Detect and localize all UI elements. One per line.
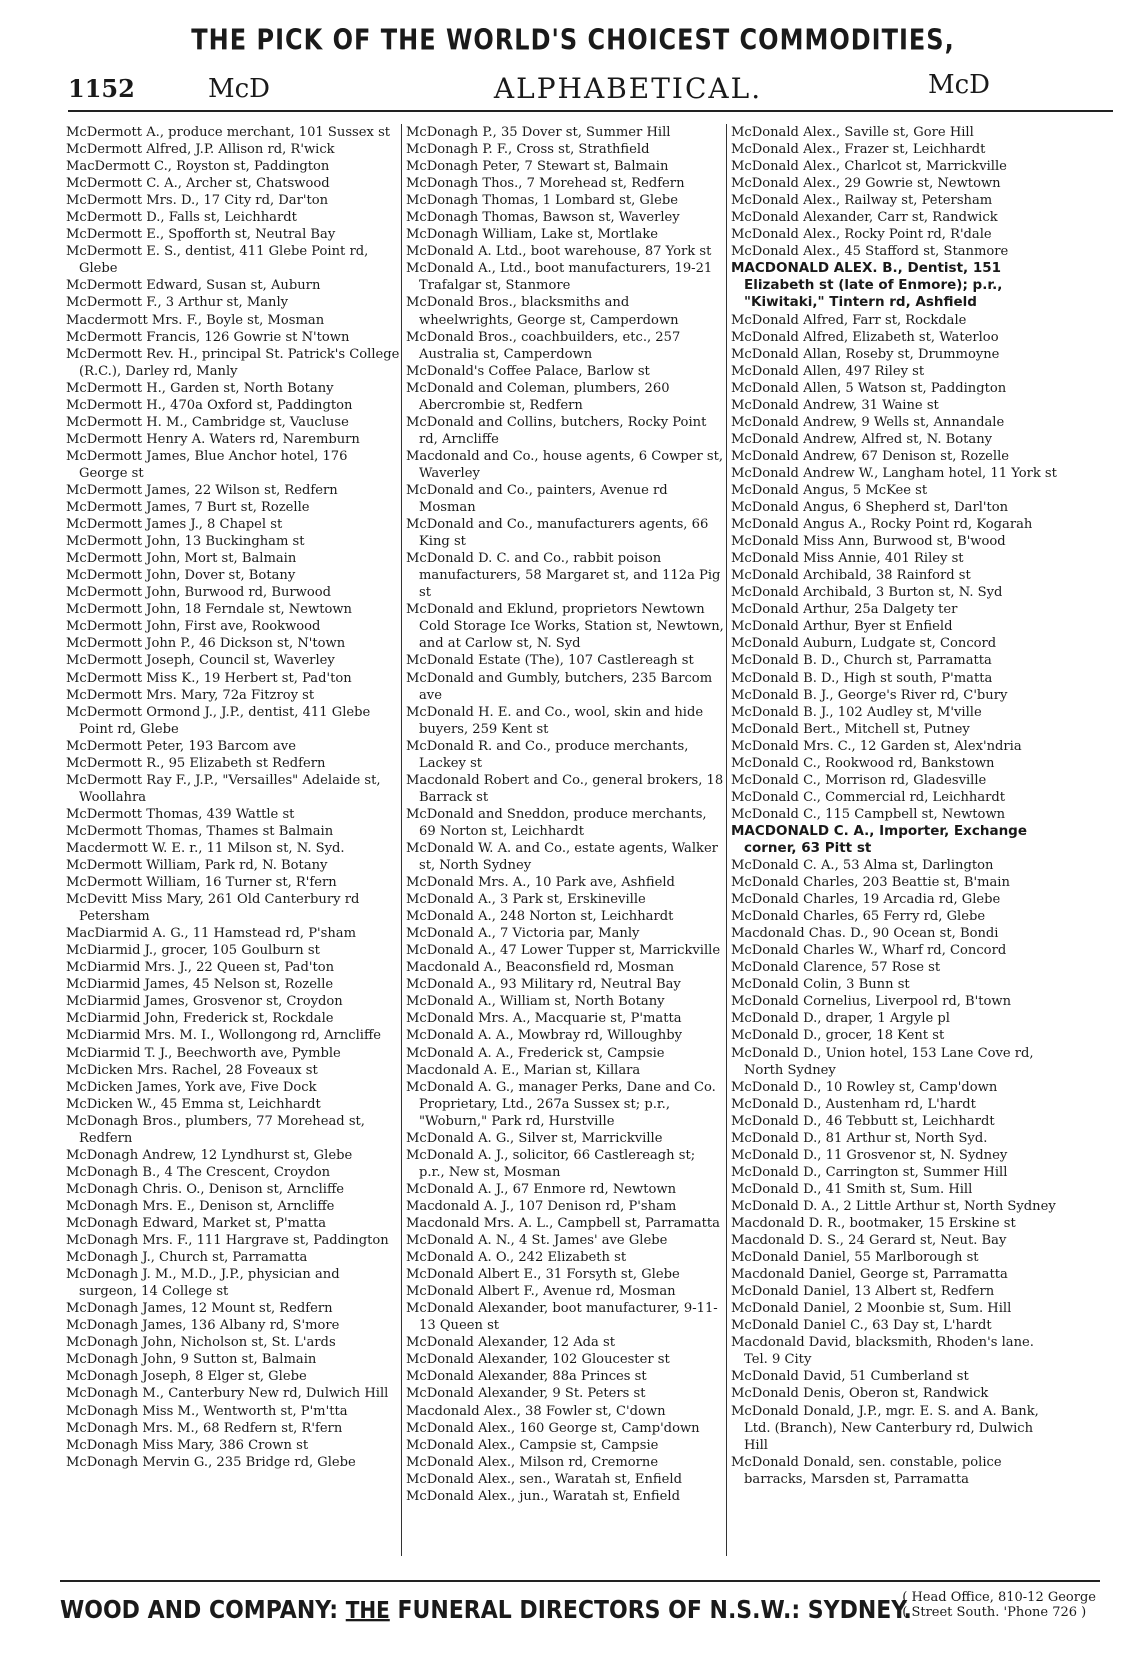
directory-entry: McDermott Rev. H., principal St. Patrick's College (R.C.), Darley rd, Manly: [66, 346, 400, 379]
directory-entry: MACDONALD C. A., Importer, Exchange corner, 63 Pitt st: [731, 822, 1027, 856]
directory-entry: McDermott John, 18 Ferndale st, Newtown: [66, 602, 352, 618]
directory-entry: McDermott John, Dover st, Botany: [66, 568, 296, 584]
directory-entry: McDonald D., Carrington st, Summer Hill: [731, 1164, 1008, 1180]
directory-entry: McDermott James, 7 Burt st, Rozelle: [66, 500, 310, 516]
directory-entry: McDiarmid James, 45 Nelson st, Rozelle: [66, 977, 334, 993]
directory-entry: McDonald Estate (The), 107 Castlereagh st: [406, 653, 694, 669]
directory-entry: McDonald Bros., blacksmiths and wheelwrights, George st, Camperdown: [406, 295, 679, 328]
directory-entry: McDonald Cornelius, Liverpool rd, B'town: [731, 994, 1012, 1010]
directory-entry: McDonald Donald, sen. constable, police barracks, Marsden st, Parramatta: [731, 1454, 1002, 1487]
directory-entry: McDonald and Coleman, plumbers, 260 Abercrombie st, Redfern: [406, 380, 670, 413]
directory-entry: McDonald Allan, Roseby st, Drummoyne: [731, 346, 1000, 362]
directory-entry: McDonald Albert E., 31 Forsyth st, Glebe: [406, 1267, 680, 1283]
directory-entry: McDonald Arthur, 25a Dalgety ter: [731, 602, 958, 618]
directory-entry: McDonald Alfred, Elizabeth st, Waterloo: [731, 329, 999, 345]
directory-entry: McDonald Alex., 45 Stafford st, Stanmore: [731, 244, 1009, 260]
directory-entry: Macdonald and Co., house agents, 6 Cowper st, Waverley: [406, 448, 724, 481]
header-title: ALPHABETICAL.: [493, 72, 763, 105]
footer-office-line-2: ( Street South. 'Phone 726 ): [902, 1605, 1087, 1620]
directory-entry: McDonald Alexander, 88a Princes st: [406, 1369, 647, 1385]
directory-entry: McDonald and Sneddon, produce merchants, 69 Norton st, Leichhardt: [406, 806, 707, 839]
directory-entry: McDonagh Thomas, 1 Lombard st, Glebe: [406, 193, 678, 209]
directory-entry: McDonald Alex., Rocky Point rd, R'dale: [731, 227, 992, 243]
directory-entry: McDonagh Thomas, Bawson st, Waverley: [406, 210, 680, 226]
directory-entry: McDonagh Andrew, 12 Lyndhurst st, Glebe: [66, 1147, 353, 1163]
directory-entry: McDonald Andrew, Alfred st, N. Botany: [731, 431, 993, 447]
directory-entry: McDonald Miss Ann, Burwood st, B'wood: [731, 534, 1006, 550]
directory-entry: McDonald B. D., Church st, Parramatta: [731, 653, 992, 669]
directory-entry: Macdonald A., Beaconsfield rd, Mosman: [406, 960, 675, 976]
directory-entry: McDermott Francis, 126 Gowrie st N'town: [66, 329, 350, 345]
directory-entry: McDermott Peter, 193 Barcom ave: [66, 738, 296, 754]
directory-entry: McDonald Andrew, 67 Denison st, Rozelle: [731, 448, 1010, 464]
directory-entry: McDonald A. O., 242 Elizabeth st: [406, 1250, 627, 1266]
directory-entry: MacDiarmid A. G., 11 Hamstead rd, P'sham: [66, 926, 356, 942]
directory-entry: McDonald D., 81 Arthur st, North Syd.: [731, 1130, 988, 1146]
directory-entry: McDonagh J. M., M.D., J.P., physician and surgeon, 14 College st: [66, 1267, 340, 1300]
directory-entry: McDonald A. J., 67 Enmore rd, Newtown: [406, 1181, 677, 1197]
directory-entry: McDicken Mrs. Rachel, 28 Foveaux st: [66, 1062, 318, 1078]
directory-entry: McDonagh William, Lake st, Mortlake: [406, 227, 659, 243]
directory-entry: Macdonald D. S., 24 Gerard st, Neut. Bay: [731, 1233, 1007, 1249]
directory-entry: McDonald D., 41 Smith st, Sum. Hill: [731, 1181, 973, 1197]
directory-entry: McDermott Joseph, Council st, Waverley: [66, 653, 335, 669]
directory-entry: McDonald Allen, 5 Watson st, Paddington: [731, 380, 1007, 396]
footer-advertisement: [60, 1580, 1100, 1630]
header-right-section: McD: [928, 70, 991, 100]
directory-entry: McDonagh Mrs. F., 111 Hargrave st, Paddington: [66, 1233, 389, 1249]
directory-entry: McDonald C., 115 Campbell st, Newtown: [731, 806, 1006, 822]
directory-entry: Macdonald David, blacksmith, Rhoden's lane. Tel. 9 City: [731, 1335, 1034, 1368]
directory-entry: McDonald A. G., manager Perks, Dane and Co. Proprietary, Ltd., 267a Sussex st; p.r., "Woburn," Park rd, Hurstville: [406, 1079, 716, 1129]
directory-entry: Macdermott Mrs. F., Boyle st, Mosman: [66, 312, 325, 328]
directory-entry: McDonald Angus, 6 Shepherd st, Darl'ton: [731, 500, 1009, 516]
directory-entry: McDermott John, 13 Buckingham st: [66, 534, 305, 550]
directory-entry: Macdermott W. E. r., 11 Milson st, N. Syd.: [66, 840, 345, 856]
directory-entry: McDonagh Bros., plumbers, 77 Morehead st, Redfern: [66, 1113, 365, 1146]
directory-entry: McDonald Daniel C., 63 Day st, L'hardt: [731, 1318, 992, 1334]
directory-entry: McDermott Alfred, J.P. Allison rd, R'wick: [66, 142, 335, 158]
directory-entry: McDonald D., 10 Rowley st, Camp'down: [731, 1079, 998, 1095]
directory-entry: McDonald Alex., 29 Gowrie st, Newtown: [731, 176, 1001, 192]
directory-entry: McDiarmid J., grocer, 105 Goulburn st: [66, 943, 320, 959]
directory-entry: McDonagh P., 35 Dover st, Summer Hill: [406, 125, 671, 140]
directory-entry: McDonald Charles, 65 Ferry rd, Glebe: [731, 909, 986, 925]
directory-entry: McDonald Alexander, 9 St. Peters st: [406, 1386, 646, 1402]
directory-entry: McDonald D., draper, 1 Argyle pl: [731, 1011, 950, 1027]
header-left-section: McD: [208, 74, 271, 104]
directory-entry: McDonald Albert F., Avenue rd, Mosman: [406, 1284, 676, 1300]
directory-entry: McDonald Alex., Milson rd, Cremorne: [406, 1454, 659, 1470]
directory-entry: McDonald Andrew, 31 Waine st: [731, 397, 939, 413]
directory-entry: McDermott Mrs. D., 17 City rd, Dar'ton: [66, 193, 329, 209]
directory-entry: McDiarmid Mrs. M. I., Wollongong rd, Arncliffe: [66, 1028, 381, 1044]
directory-entry: McDonald Angus, 5 McKee st: [731, 482, 928, 498]
directory-entry: McDonald A. N., 4 St. James' ave Glebe: [406, 1233, 668, 1249]
directory-entry: Macdonald Alex., 38 Fowler st, C'down: [406, 1403, 666, 1419]
directory-entry: Macdonald A. J., 107 Denison rd, P'sham: [406, 1198, 677, 1214]
directory-entry: McDonald Alex., Campsie st, Campsie: [406, 1437, 659, 1453]
directory-entry: McDiarmid T. J., Beechworth ave, Pymble: [66, 1045, 341, 1061]
directory-entry: McDonald Alex., Frazer st, Leichhardt: [731, 142, 986, 158]
directory-entry: McDermott James J., 8 Chapel st: [66, 517, 283, 533]
directory-entry: McDermott F., 3 Arthur st, Manly: [66, 295, 289, 311]
directory-entry: McDonald D. A., 2 Little Arthur st, North Sydney: [731, 1198, 1056, 1214]
directory-entry: McDiarmid John, Frederick st, Rockdale: [66, 1011, 334, 1027]
directory-entry: McDonald A., 248 Norton st, Leichhardt: [406, 909, 674, 925]
directory-entry: McDermott R., 95 Elizabeth st Redfern: [66, 755, 326, 771]
footer-company: WOOD AND COMPANY:: [60, 1596, 339, 1625]
directory-entry: McDonald A. G., Silver st, Marrickville: [406, 1130, 663, 1146]
directory-entry: McDonald Alex., sen., Waratah st, Enfield: [406, 1471, 682, 1487]
directory-entry: McDermott E., Spofforth st, Neutral Bay: [66, 227, 336, 243]
directory-entry: McDonagh M., Canterbury New rd, Dulwich Hill: [66, 1386, 389, 1402]
directory-entry: McDonald D. C. and Co., rabbit poison manufacturers, 58 Margaret st, and 112a Pig st: [406, 551, 721, 601]
directory-entry: McDermott John, First ave, Rookwood: [66, 619, 321, 635]
directory-entry: McDonald C., Morrison rd, Gladesville: [731, 772, 987, 788]
directory-entry: McDonald and Co., painters, Avenue rd Mosman: [406, 482, 668, 516]
directory-entry: McDonald B. J., George's River rd, C'bury: [731, 687, 1008, 703]
directory-entry: McDonagh Miss Mary, 386 Crown st: [66, 1437, 309, 1453]
directory-entry: McDonald D., grocer, 18 Kent st: [731, 1028, 945, 1044]
directory-entry: McDonagh Thos., 7 Morehead st, Redfern: [406, 176, 685, 192]
directory-entry: McDonald Bert., Mitchell st, Putney: [731, 721, 970, 737]
directory-entry: Macdonald Mrs. A. L., Campbell st, Parramatta: [406, 1216, 720, 1231]
directory-entry: McDermott Ormond J., J.P., dentist, 411 Glebe Point rd, Glebe: [66, 704, 371, 737]
directory-entry: McDonald B. D., High st south, P'matta: [731, 670, 993, 686]
directory-entry: McDonald Mrs. A., Macquarie st, P'matta: [406, 1011, 682, 1027]
directory-entry: McDonald Alexander, 102 Gloucester st: [406, 1352, 670, 1368]
column-divider: [726, 124, 727, 1556]
directory-entry: McDermott H., 470a Oxford st, Paddington: [66, 397, 353, 413]
directory-column-2: [406, 124, 724, 1505]
directory-entry: McDonagh John, 9 Sutton st, Balmain: [66, 1352, 317, 1368]
directory-entry: McDermott Thomas, Thames st Balmain: [66, 823, 334, 839]
directory-entry: McDonald Andrew, 9 Wells st, Annandale: [731, 414, 1005, 430]
directory-entry: McDonald Donald, J.P., mgr. E. S. and A. Bank, Ltd. (Branch), New Canterbury rd, Dulwich Hill: [731, 1403, 1039, 1453]
directory-entry: McDermott Thomas, 439 Wattle st: [66, 806, 295, 822]
directory-entry: McDonald B. J., 102 Audley st, M'ville: [731, 704, 982, 720]
directory-entry: McDonald Charles, 19 Arcadia rd, Glebe: [731, 892, 1001, 908]
directory-entry: Macdonald D. R., bootmaker, 15 Erskine st: [731, 1216, 1016, 1231]
directory-entry: McDicken James, York ave, Five Dock: [66, 1079, 317, 1095]
directory-entry: McDonald and Eklund, proprietors Newtown Cold Storage Ice Works, Station st, Newtown, and at Carlow st, N. Syd: [406, 602, 724, 652]
directory-entry: McDonald D., 46 Tebbutt st, Leichhardt: [731, 1113, 995, 1129]
directory-entry: McDonald A. A., Mowbray rd, Willoughby: [406, 1028, 682, 1044]
directory-entry: McDonald Alex., Railway st, Petersham: [731, 193, 993, 209]
directory-entry: McDonagh Peter, 7 Stewart st, Balmain: [406, 159, 669, 175]
directory-entry: McDonald C. A., 53 Alma st, Darlington: [731, 858, 994, 874]
directory-entry: McDonald Angus A., Rocky Point rd, Kogarah: [731, 517, 1033, 533]
directory-entry: McDonald A. Ltd., boot warehouse, 87 York st: [406, 244, 712, 260]
directory-column-1: [66, 124, 400, 1471]
directory-entry: McDonald's Coffee Palace, Barlow st: [406, 363, 650, 379]
directory-entry: McDermott John, Burwood rd, Burwood: [66, 585, 332, 601]
directory-entry: McDonagh Mrs. E., Denison st, Arncliffe: [66, 1198, 335, 1214]
directory-entry: McDonagh Chris. O., Denison st, Arncliffe: [66, 1181, 345, 1197]
column-divider: [401, 124, 402, 1556]
directory-entry: McDonald A. A., Frederick st, Campsie: [406, 1045, 665, 1061]
directory-entry: McDonald Alexander, Carr st, Randwick: [731, 210, 998, 226]
directory-entry: McDermott Edward, Susan st, Auburn: [66, 278, 321, 294]
directory-entry: McDonald Archibald, 3 Burton st, N. Syd: [731, 585, 1003, 601]
directory-entry: MACDONALD ALEX. B., Dentist, 151 Elizabeth st (late of Enmore); p.r., "Kiwitaki," Tintern rd, Ashfield: [731, 260, 1003, 311]
directory-entry: McDevitt Miss Mary, 261 Old Canterbury rd Petersham: [66, 892, 360, 925]
directory-entry: McDonald Mrs. C., 12 Garden st, Alex'ndria: [731, 738, 1022, 754]
directory-entry: McDonald Charles W., Wharf rd, Concord: [731, 943, 1007, 959]
directory-entry: McDonald D., 11 Grosvenor st, N. Sydney: [731, 1147, 1008, 1163]
directory-entry: McDonald H. E. and Co., wool, skin and hide buyers, 259 Kent st: [406, 704, 704, 737]
directory-entry: McDonald W. A. and Co., estate agents, Walker st, North Sydney: [406, 840, 718, 874]
directory-entry: McDonagh J., Church st, Parramatta: [66, 1250, 308, 1266]
directory-entry: McDonald Clarence, 57 Rose st: [731, 960, 941, 976]
directory-entry: McDermott Ray F., J.P., "Versailles" Adelaide st, Woollahra: [66, 772, 381, 805]
footer-company-line: [60, 1596, 912, 1625]
directory-entry: Macdonald Robert and Co., general brokers, 18 Barrack st: [406, 772, 724, 805]
directory-entry: McDonald R. and Co., produce merchants, Lackey st: [406, 738, 689, 771]
directory-entry: McDonald D., Union hotel, 153 Lane Cove rd, North Sydney: [731, 1045, 1034, 1078]
page-header: [68, 70, 1113, 112]
directory-entry: McDermott William, Park rd, N. Botany: [66, 858, 328, 874]
directory-entry: McDonald David, 51 Cumberland st: [731, 1369, 969, 1385]
directory-entry: McDonald Alexander, boot manufacturer, 9-11-13 Queen st: [406, 1301, 718, 1334]
footer-slogan: FUNERAL DIRECTORS OF N.S.W.: SYDNEY.: [397, 1596, 912, 1625]
directory-entry: McDonald Andrew W., Langham hotel, 11 York st: [731, 465, 1057, 481]
directory-entry: McDonald A., 3 Park st, Erskineville: [406, 892, 646, 908]
directory-entry: McDonald Colin, 3 Bunn st: [731, 977, 910, 993]
directory-entry: McDermott E. S., dentist, 411 Glebe Point rd, Glebe: [66, 244, 369, 277]
directory-entry: McDonald and Co., manufacturers agents, 66 King st: [406, 517, 709, 550]
directory-entry: McDonald Alex., 160 George st, Camp'down: [406, 1420, 700, 1436]
directory-entry: McDonald Charles, 203 Beattie st, B'main: [731, 875, 1010, 891]
directory-entry: McDonald Alexander, 12 Ada st: [406, 1335, 615, 1351]
footer-office-info: [902, 1590, 1096, 1620]
directory-entry: McDonald Alex., jun., Waratah st, Enfield: [406, 1488, 680, 1504]
directory-entry: McDonagh James, 136 Albany rd, S'more: [66, 1318, 340, 1334]
directory-entry: McDonald Alfred, Farr st, Rockdale: [731, 312, 967, 328]
directory-entry: McDonald Alex., Charlcot st, Marrickville: [731, 159, 1007, 175]
directory-entry: McDonagh P. F., Cross st, Strathfield: [406, 142, 650, 158]
advertising-banner: THE PICK OF THE WORLD'S CHOICEST COMMODITIES,: [191, 23, 955, 57]
directory-entry: McDonald Allen, 497 Riley st: [731, 363, 925, 379]
directory-entry: McDonald Miss Annie, 401 Riley st: [731, 551, 964, 567]
directory-entry: McDermott William, 16 Turner st, R'fern: [66, 875, 337, 891]
directory-entry: McDiarmid Mrs. J., 22 Queen st, Pad'ton: [66, 960, 335, 976]
directory-entry: McDermott James, Blue Anchor hotel, 176 George st: [66, 448, 348, 481]
directory-entry: McDermott C. A., Archer st, Chatswood: [66, 176, 330, 192]
directory-entry: Macdonald A. E., Marian st, Killara: [406, 1062, 641, 1078]
directory-entry: McDiarmid James, Grosvenor st, Croydon: [66, 994, 343, 1010]
directory-entry: McDonald A., William st, North Botany: [406, 994, 665, 1010]
directory-entry: Macdonald Daniel, George st, Parramatta: [731, 1267, 1008, 1283]
directory-entry: McDermott Miss K., 19 Herbert st, Pad'ton: [66, 670, 352, 686]
directory-entry: McDonald A. J., solicitor, 66 Castlereagh st; p.r., New st, Mosman: [406, 1147, 696, 1180]
directory-entry: McDonald C., Rookwood rd, Bankstown: [731, 755, 995, 771]
directory-entry: McDonald Daniel, 2 Moonbie st, Sum. Hill: [731, 1301, 1012, 1317]
directory-entry: McDonald and Gumbly, butchers, 235 Barcom ave: [406, 670, 713, 703]
directory-entry: McDonald Bros., coachbuilders, etc., 257 Australia st, Camperdown: [406, 329, 681, 362]
directory-entry: McDermott H. M., Cambridge st, Vaucluse: [66, 414, 349, 430]
directory-entry: McDermott D., Falls st, Leichhardt: [66, 210, 297, 226]
directory-entry: McDonagh B., 4 The Crescent, Croydon: [66, 1164, 331, 1180]
directory-entry: McDonagh Joseph, 8 Elger st, Glebe: [66, 1369, 307, 1385]
directory-entry: Macdonald Chas. D., 90 Ocean st, Bondi: [731, 926, 999, 942]
directory-entry: McDonald A., 7 Victoria par, Manly: [406, 926, 640, 942]
directory-column-3: [731, 124, 1061, 1488]
directory-entry: McDonagh Mervin G., 235 Bridge rd, Glebe: [66, 1454, 356, 1470]
directory-entry: McDonald D., Austenham rd, L'hardt: [731, 1096, 976, 1112]
directory-entry: McDonald and Collins, butchers, Rocky Point rd, Arncliffe: [406, 414, 707, 447]
directory-entry: McDermott Mrs. Mary, 72a Fitzroy st: [66, 687, 315, 703]
directory-entry: McDonald Arthur, Byer st Enfield: [731, 619, 953, 635]
directory-entry: McDermott A., produce merchant, 101 Sussex st: [66, 125, 391, 140]
directory-entry: McDonald Auburn, Ludgate st, Concord: [731, 636, 997, 652]
directory-entry: McDonald A., 93 Military rd, Neutral Bay: [406, 977, 681, 993]
directory-entry: McDonagh Miss M., Wentworth st, P'm'tta: [66, 1403, 348, 1419]
directory-entry: McDonald A., Ltd., boot manufacturers, 19-21 Trafalgar st, Stanmore: [406, 261, 713, 294]
directory-entry: McDonald Archibald, 38 Rainford st: [731, 568, 971, 584]
directory-entry: McDonald Denis, Oberon st, Randwick: [731, 1386, 989, 1402]
directory-entry: McDermott John, Mort st, Balmain: [66, 551, 297, 567]
page-number: 1152: [68, 74, 135, 103]
directory-entry: McDonagh John, Nicholson st, St. L'ards: [66, 1335, 336, 1351]
directory-entry: McDermott Henry A. Waters rd, Naremburn: [66, 431, 360, 447]
directory-entry: McDermott H., Garden st, North Botany: [66, 380, 334, 396]
directory-entry: McDonald Daniel, 13 Albert st, Redfern: [731, 1284, 995, 1300]
directory-entry: McDonald Daniel, 55 Marlborough st: [731, 1250, 979, 1266]
directory-entry: McDermott John P., 46 Dickson st, N'town: [66, 636, 346, 652]
directory-entry: McDonald A., 47 Lower Tupper st, Marrickville: [406, 943, 721, 959]
directory-entry: McDonald Alex., Saville st, Gore Hill: [731, 125, 974, 140]
directory-entry: McDonald Mrs. A., 10 Park ave, Ashfield: [406, 875, 675, 891]
directory-entry: McDonagh James, 12 Mount st, Redfern: [66, 1301, 333, 1317]
directory-entry: McDermott James, 22 Wilson st, Redfern: [66, 482, 338, 498]
directory-entry: McDonagh Edward, Market st, P'matta: [66, 1216, 327, 1231]
directory-entry: McDonagh Mrs. M., 68 Redfern st, R'fern: [66, 1420, 343, 1436]
footer-office-line-1: ( Head Office, 810-12 George: [902, 1590, 1096, 1605]
directory-entry: MacDermott C., Royston st, Paddington: [66, 159, 330, 175]
directory-entry: McDonald C., Commercial rd, Leichhardt: [731, 789, 1006, 805]
directory-entry: McDicken W., 45 Emma st, Leichhardt: [66, 1096, 321, 1112]
footer-the: THE: [345, 1596, 390, 1624]
